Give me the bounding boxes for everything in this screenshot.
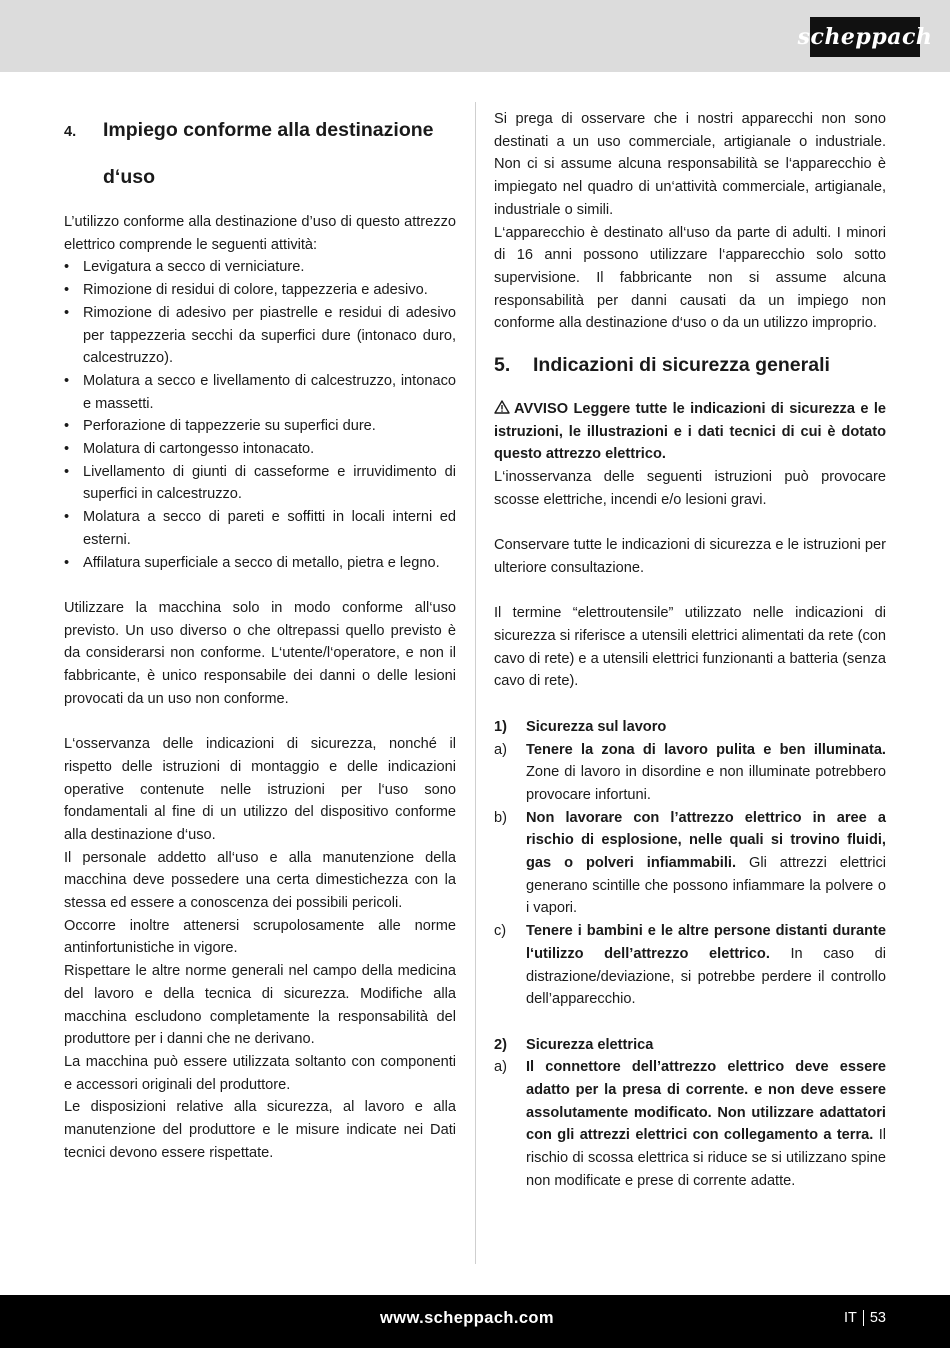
subsection-number: 2): [494, 1036, 507, 1053]
section-4-heading-cont: [64, 155, 456, 200]
section-number: 5.: [494, 354, 511, 377]
column-divider: [475, 102, 476, 1264]
section-title: Indicazioni di sicurezza generali: [533, 354, 830, 377]
left-column: [64, 108, 456, 1165]
subsection-title: Sicurezza elettrica: [526, 1036, 654, 1053]
page-footer: [0, 1295, 950, 1348]
separator: [863, 1310, 864, 1326]
subsection-number: 1): [494, 718, 507, 735]
scheppach-logo: scheppach: [810, 17, 920, 57]
list-item: [494, 1056, 886, 1192]
subsection-title: Sicurezza sul lavoro: [526, 718, 667, 735]
warning-block: [494, 398, 886, 466]
paragraph: L‘osservanza delle indicazioni di sicurezza, nonché il rispetto delle istruzioni di montaggio e delle indicazioni operative contenute nelle istruzioni per l‘uso sono fondamentali al fine di un utilizzo del dispositivo conforme alla destinazione d‘uso.: [64, 736, 456, 843]
activities-list: [64, 256, 456, 574]
page-indicator: [844, 1310, 886, 1326]
paragraph: Le disposizioni relative alla sicurezza, al lavoro e alla manutenzione del produttore e le misure indicate nei Dati tecnici devono essere rispettate.: [64, 1099, 456, 1161]
item-letter: b): [494, 809, 507, 826]
list-item: • Affilatura superficiale a secco di metallo, pietra e legno.: [64, 552, 456, 575]
list-item: • Livellamento di giunti di casseforme e irruvidimento di superfici in calcestruzzo.: [64, 461, 456, 506]
paragraph: Conservare tutte le indicazioni di sicurezza e le istruzioni per ulteriore consultazione.: [494, 537, 886, 576]
website-link[interactable]: www.scheppach.com: [380, 1309, 554, 1327]
paragraph: La macchina può essere utilizzata soltanto con componenti e accessori originali del produttore.: [64, 1053, 456, 1093]
item-bold-text: Il connettore dell’attrezzo elettrico deve essere adatto per la presa di corrente. e non deve essere assolutamente modificato. Non utilizzare adattatori con gli attrezzi elettrici con collegamento a terra.: [526, 1059, 886, 1144]
language-code: IT: [843, 1310, 857, 1326]
section-title-line1: Impiego conforme alla destinazione: [103, 119, 434, 141]
item-bold-text: Tenere i bambini e le altre persone distanti durante l‘utilizzo dell’attrezzo elettrico.: [526, 923, 886, 962]
warning-triangle-icon: [494, 400, 510, 414]
section-5-heading: [494, 352, 886, 378]
list-item: • Molatura a secco e livellamento di calcestruzzo, intonaco e massetti.: [64, 370, 456, 415]
intro-paragraph: L’utilizzo conforme alla destinazione d’uso di questo attrezzo elettrico comprende le seguenti attività:: [64, 214, 456, 253]
section-4-heading: [64, 108, 456, 155]
item-text: Il rischio di scossa elettrica si riduce se si utilizzano spine non modificate e prese di corrente adatte.: [526, 1127, 886, 1189]
item-letter: c): [494, 923, 507, 940]
paragraph: Rispettare le altre norme generali nel campo della medicina del lavoro e della tecnica di sicurezza. Modifiche alla macchina escludono completamente la responsabilità del produttore per i danni che ne derivano.: [64, 963, 456, 1048]
item-letter: a): [494, 1059, 507, 1076]
section-title-line2: d‘uso: [103, 166, 155, 188]
list-item: [494, 920, 886, 1011]
page-header: [0, 0, 950, 72]
list-item: [494, 807, 886, 921]
list-item: • Molatura a secco di pareti e soffitti in locali interni ed esterni.: [64, 506, 456, 551]
right-column: [494, 108, 886, 1193]
list-item: • Molatura di cartongesso intonacato.: [64, 438, 456, 461]
paragraph: Occorre inoltre attenersi scrupolosamente alle norme antinfortunistiche in vigore.: [64, 917, 456, 957]
list-item: [494, 739, 886, 807]
warning-text: L‘inosservanza delle seguenti istruzioni può provocare scosse elettriche, incendi e/o lesioni gravi.: [494, 469, 886, 508]
paragraph: Il personale addetto all‘uso e alla manutenzione della macchina deve possedere una certa dimestichezza con la stessa ed essere a conoscenza dei possibili pericoli.: [64, 849, 456, 912]
item-text: Gli attrezzi elettrici generano scintille che possono infiammare la polvere o i vapori.: [526, 855, 887, 917]
item-letter: a): [494, 741, 507, 758]
paragraph: Utilizzare la macchina solo in modo conforme all‘uso previsto. Un uso diverso o che oltrepassi quello previsto è da considerarsi non conforme. L‘utente/l‘operatore, e non il fabbricante, è unico responsabile dei danni o delle lesioni provocati da un uso non conforme.: [64, 599, 456, 707]
item-text: Zone di lavoro in disordine e non illuminate potrebbero provocare infortuni.: [526, 764, 886, 803]
item-text: In caso di distrazione/deviazione, si potrebbe perdere il controllo dell’apparecchio.: [526, 945, 886, 1008]
page-number: 53: [869, 1310, 886, 1326]
item-bold-text: Non lavorare con l’attrezzo elettrico in aree a rischio di esplosione, nelle quali si trovino fluidi, gas o polveri infiammabili.: [526, 809, 886, 872]
paragraph: Si prega di osservare che i nostri apparecchi non sono destinati a un uso commerciale, artigianale o industriale. Non ci si assume alcuna responsabilità se l‘apparecchio è impiegato nel quadro di un‘attività commerciale, artigianale, industriale o simili.: [494, 111, 886, 218]
paragraph: Il termine “elettroutensile” utilizzato nelle indicazioni di sicurezza si riferisce a utensili elettrici alimentati da rete (con cavo di rete) e a utensili elettrici funzionanti a batteria (senza cavo di rete).: [494, 605, 886, 690]
section-number: 4.: [64, 124, 77, 140]
list-item: • Rimozione di adesivo per piastrelle e residui di adesivo per tappezzeria secchi da superfici dure (intonaco duro, calcestruzzo).: [64, 302, 456, 370]
list-item: • Perforazione di tappezzerie su superfici dure.: [64, 415, 456, 438]
list-item: • Levigatura a secco di verniciature.: [64, 256, 456, 279]
warning-title: AVVISO Leggere tutte le indicazioni di sicurezza e le istruzioni, le illustrazioni e i dati tecnici di cui è dotato questo attrezzo elettrico.: [494, 401, 886, 463]
list-item: • Rimozione di residui di colore, tappezzeria e adesivo.: [64, 279, 456, 302]
paragraph: L‘apparecchio è destinato all‘uso da parte di adulti. I minori di 16 anni possono utilizzare l‘apparecchio solo sotto supervisione. Il fabbricante non si assume alcuna responsabilità per danni causati da un impiego non conforme alla destinazione d‘uso o da un utilizzo improprio.: [494, 224, 886, 332]
subsection-heading: [494, 716, 886, 739]
item-bold-text: Tenere la zona di lavoro pulita e ben illuminata.: [526, 741, 886, 758]
subsection-heading: [494, 1034, 886, 1057]
